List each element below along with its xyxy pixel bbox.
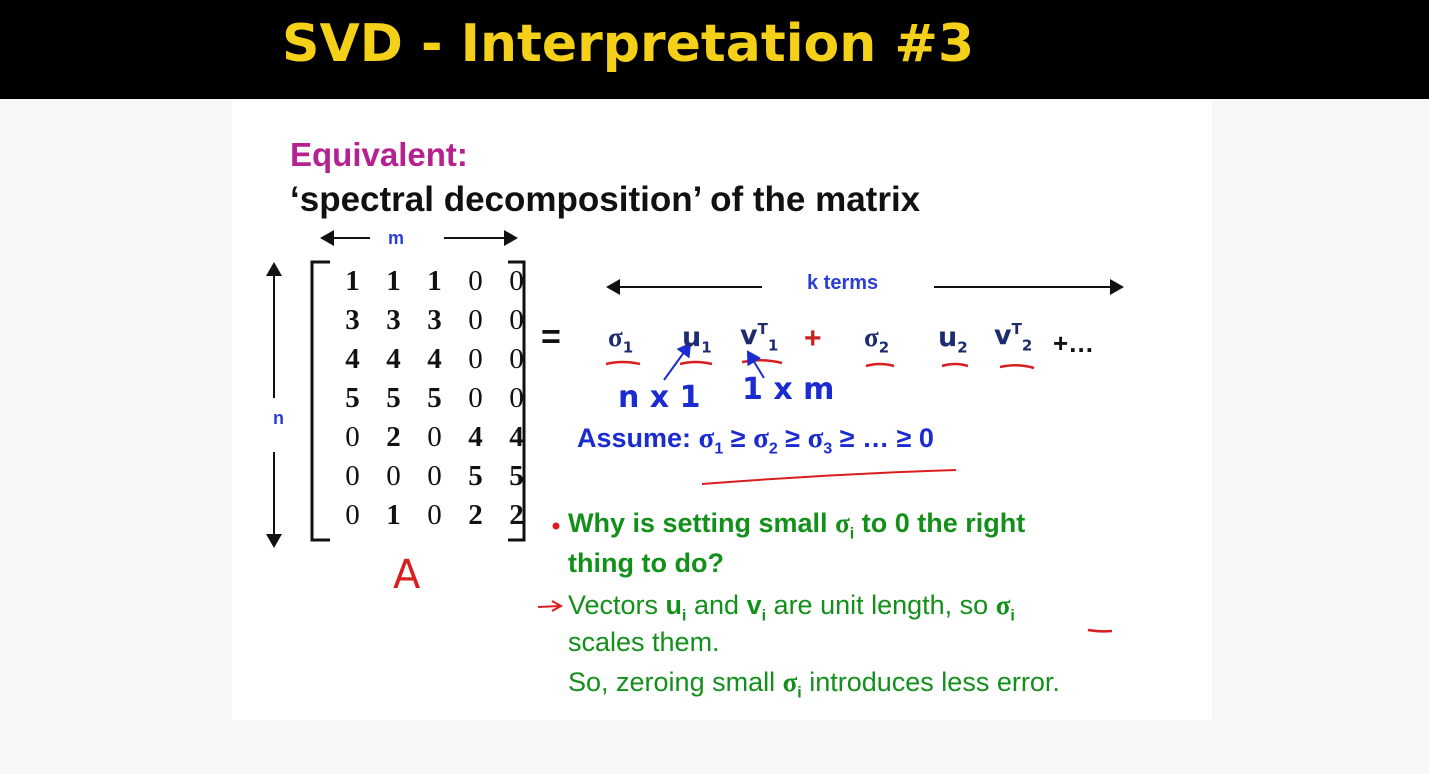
question-line-1: Why is setting small $\sigma_i$ to 0 the right [568, 508, 1026, 543]
matrix-cell: 1 [386, 265, 401, 297]
matrix-cell: 0 [345, 499, 360, 531]
matrix-cell: 5 [468, 460, 483, 492]
matrix-cell: 2 [509, 499, 524, 531]
matrix-cell: 4 [386, 343, 401, 375]
answer-line-3: So, zeroing small $\sigma_i$ introduces less error. [568, 667, 1060, 702]
plus-ellipsis: +… [1053, 328, 1095, 358]
matrix-cell: 3 [427, 304, 442, 336]
question-line-2: thing to do? [568, 548, 724, 578]
m-dimension-label: m [388, 228, 405, 248]
matrix-cell: 4 [345, 343, 360, 375]
matrix-cell: 1 [386, 499, 401, 531]
matrix-cell: 0 [468, 343, 483, 375]
matrix-cell: 5 [509, 460, 524, 492]
answer-line-2: scales them. [568, 627, 720, 657]
matrix-cell: 0 [427, 499, 442, 531]
matrix-cell: 4 [509, 421, 524, 453]
matrix-cell: 0 [468, 265, 483, 297]
v-2-transpose: $v^T_2$ [994, 320, 1033, 355]
matrix-cell: 0 [427, 421, 442, 453]
matrix-cell: 1 [345, 265, 360, 297]
matrix-cell: 0 [386, 460, 401, 492]
sigma-2: $\sigma_2$ [864, 322, 890, 357]
matrix-A [318, 262, 523, 540]
matrix-cell: 2 [468, 499, 483, 531]
matrix-cell: 1 [427, 265, 442, 297]
matrix-cell: 5 [386, 382, 401, 414]
matrix-cell: 4 [427, 343, 442, 375]
matrix-cell: 3 [386, 304, 401, 336]
k-terms-label: k terms [807, 272, 879, 294]
matrix-cell: 0 [468, 304, 483, 336]
matrix-cell: 0 [345, 421, 360, 453]
matrix-grid [332, 262, 537, 535]
plus-sign: + [804, 322, 822, 355]
matrix-cell: 3 [345, 304, 360, 336]
equivalent-heading: Equivalent: [290, 136, 468, 173]
n-by-1-annotation: n x 1 [618, 380, 701, 415]
u-2: $u_2$ [938, 322, 968, 357]
matrix-cell: 2 [386, 421, 401, 453]
matrix-cell: 0 [509, 343, 524, 375]
matrix-cell: 0 [345, 460, 360, 492]
sigma-1: $\sigma_1$ [608, 322, 634, 357]
1-by-m-annotation: 1 x m [742, 372, 835, 407]
v-1-transpose: $v^T_1$ [740, 320, 779, 355]
bullet-arrow [538, 601, 561, 611]
n-dimension-label: n [273, 408, 284, 428]
matrix-label: A [393, 552, 421, 598]
matrix-cell: 5 [427, 382, 442, 414]
matrix-cell: 0 [427, 460, 442, 492]
matrix-cell: 0 [509, 382, 524, 414]
equals-sign: = [541, 318, 561, 356]
subtitle: ‘spectral decomposition’ of the matrix [290, 180, 921, 219]
assume-statement: Assume: $\sigma_1 \ge \sigma_2 \ge \sigma_3$ ≥ … ≥ 0 [577, 422, 934, 458]
matrix-cell: 0 [509, 265, 524, 297]
answer-line-1: Vectors $u_i$ and $v_i$ are unit length, so $\sigma_i$ [568, 590, 1015, 625]
matrix-cell: 4 [468, 421, 483, 453]
slide-title: SVD - Interpretation #3 [282, 14, 975, 74]
matrix-cell: 0 [468, 382, 483, 414]
u-1: $u_1$ [682, 322, 712, 357]
matrix-cell: 5 [345, 382, 360, 414]
matrix-cell: 0 [509, 304, 524, 336]
bullet-dot [553, 523, 560, 530]
